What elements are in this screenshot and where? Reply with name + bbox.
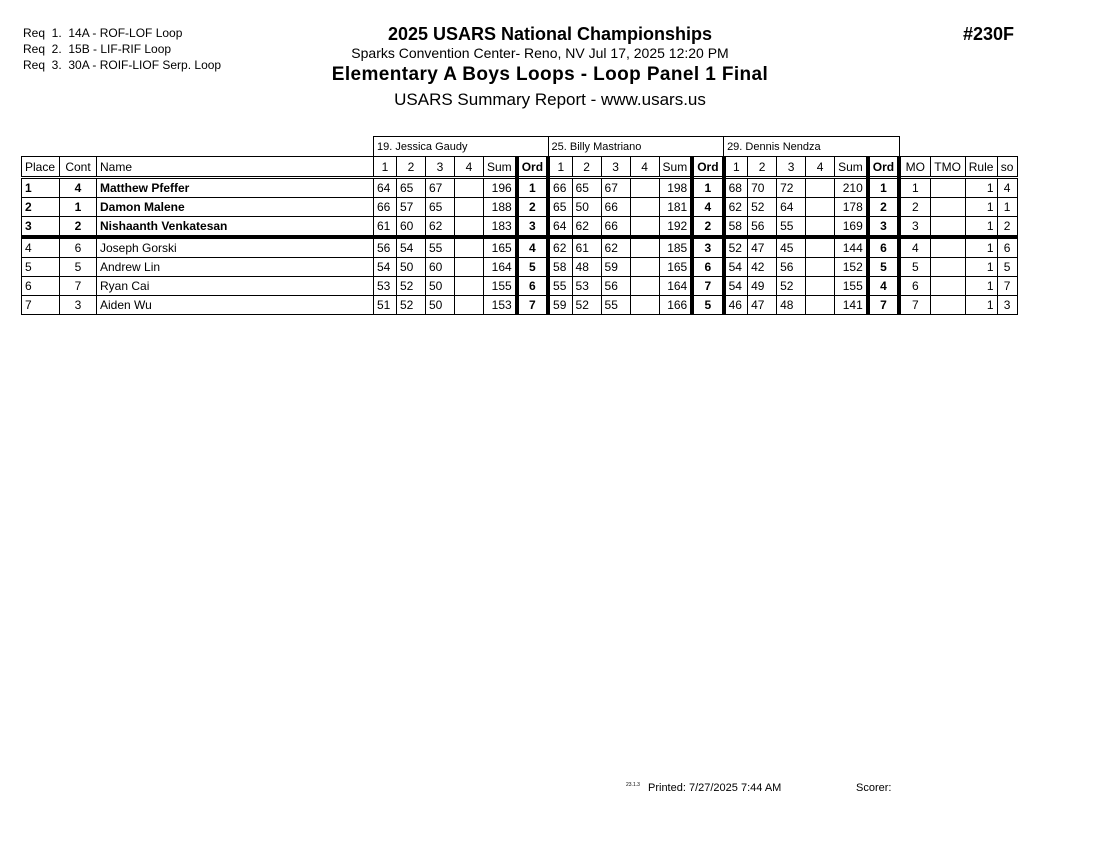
place-cell: 3 <box>22 217 60 238</box>
score-cell: 59 <box>548 296 572 315</box>
ordinal-cell: 5 <box>868 258 899 277</box>
score-cell <box>630 178 659 198</box>
score-cell: 59 <box>601 258 630 277</box>
sum-cell: 166 <box>659 296 692 315</box>
score-cell: 60 <box>397 217 426 238</box>
score-cell: 66 <box>374 198 397 217</box>
sum-cell: 152 <box>835 258 868 277</box>
col-header-score-4: 4 <box>630 157 659 178</box>
rule-cell: 1 <box>965 237 997 258</box>
table-row <box>22 296 1018 315</box>
score-cell: 58 <box>548 258 572 277</box>
score-cell: 65 <box>397 178 426 198</box>
sum-cell: 141 <box>835 296 868 315</box>
sum-cell: 164 <box>659 277 692 296</box>
score-cell: 54 <box>397 237 426 258</box>
score-cell: 48 <box>572 258 601 277</box>
ordinal-cell: 3 <box>692 237 723 258</box>
score-cell <box>455 296 484 315</box>
score-cell: 62 <box>548 237 572 258</box>
score-cell: 52 <box>748 198 777 217</box>
cont-cell: 5 <box>60 258 97 277</box>
score-cell: 67 <box>601 178 630 198</box>
col-header-score-2: 2 <box>397 157 426 178</box>
rule-cell: 1 <box>965 296 997 315</box>
score-cell: 64 <box>548 217 572 238</box>
score-cell: 50 <box>397 258 426 277</box>
score-cell <box>455 237 484 258</box>
sum-cell: 155 <box>835 277 868 296</box>
score-cell: 57 <box>397 198 426 217</box>
tmo-cell <box>930 217 965 238</box>
rule-cell: 1 <box>965 277 997 296</box>
score-cell <box>630 237 659 258</box>
score-cell: 54 <box>374 258 397 277</box>
ordinal-cell: 7 <box>868 296 899 315</box>
score-cell: 47 <box>748 296 777 315</box>
judge-header-row <box>22 137 1018 157</box>
so-cell: 4 <box>997 178 1017 198</box>
rule-cell: 1 <box>965 217 997 238</box>
score-cell: 52 <box>397 277 426 296</box>
tmo-cell <box>930 258 965 277</box>
col-header-score-1: 1 <box>374 157 397 178</box>
venue-line: Sparks Convention Center- Reno, NV Jul 17, 2025 12:20 PM <box>351 45 729 61</box>
col-header-score-2: 2 <box>748 157 777 178</box>
score-cell: 64 <box>374 178 397 198</box>
col-header-tmo: TMO <box>930 157 965 178</box>
sum-cell: 192 <box>659 217 692 238</box>
score-cell: 50 <box>426 296 455 315</box>
score-cell: 58 <box>724 217 748 238</box>
judge-3-name: 29. Dennis Nendza <box>724 137 900 157</box>
ordinal-cell: 4 <box>868 277 899 296</box>
score-cell <box>630 217 659 238</box>
score-cell: 49 <box>748 277 777 296</box>
score-cell: 60 <box>426 258 455 277</box>
score-cell <box>806 296 835 315</box>
ordinal-cell: 7 <box>517 296 548 315</box>
col-header-place: Place <box>22 157 60 178</box>
mo-cell: 5 <box>899 258 930 277</box>
place-cell: 1 <box>22 178 60 198</box>
score-cell <box>455 178 484 198</box>
so-cell: 5 <box>997 258 1017 277</box>
score-cell <box>806 217 835 238</box>
score-cell: 62 <box>724 198 748 217</box>
score-cell: 52 <box>777 277 806 296</box>
score-cell <box>806 277 835 296</box>
sum-cell: 169 <box>835 217 868 238</box>
ordinal-cell: 7 <box>692 277 723 296</box>
score-cell: 55 <box>426 237 455 258</box>
score-cell: 53 <box>374 277 397 296</box>
score-cell: 55 <box>777 217 806 238</box>
score-cell: 72 <box>777 178 806 198</box>
score-cell: 50 <box>426 277 455 296</box>
requirement-1: Req 1. 14A - ROF-LOF Loop <box>23 26 183 40</box>
col-header-score-4: 4 <box>806 157 835 178</box>
col-header-score-3: 3 <box>601 157 630 178</box>
score-cell: 50 <box>572 198 601 217</box>
score-cell: 67 <box>426 178 455 198</box>
score-cell <box>455 198 484 217</box>
sum-cell: 183 <box>484 217 517 238</box>
col-header-ord: Ord <box>692 157 723 178</box>
score-cell <box>455 258 484 277</box>
score-cell: 54 <box>724 258 748 277</box>
score-cell: 52 <box>572 296 601 315</box>
sum-cell: 165 <box>659 258 692 277</box>
score-cell <box>630 277 659 296</box>
sum-cell: 185 <box>659 237 692 258</box>
ordinal-cell: 5 <box>517 258 548 277</box>
tmo-cell <box>930 237 965 258</box>
skater-name: Aiden Wu <box>97 296 374 315</box>
tmo-cell <box>930 277 965 296</box>
score-cell: 47 <box>748 237 777 258</box>
score-cell <box>806 258 835 277</box>
tmo-cell <box>930 178 965 198</box>
mo-cell: 7 <box>899 296 930 315</box>
event-number: #230F <box>963 24 1015 44</box>
skater-name: Ryan Cai <box>97 277 374 296</box>
score-cell <box>630 198 659 217</box>
col-header-mo: MO <box>899 157 930 178</box>
requirements-list <box>23 25 221 73</box>
mo-cell: 6 <box>899 277 930 296</box>
table-row <box>22 178 1018 198</box>
score-cell: 52 <box>724 237 748 258</box>
skater-name: Damon Malene <box>97 198 374 217</box>
score-cell: 62 <box>572 217 601 238</box>
score-cell: 46 <box>724 296 748 315</box>
col-header-score-3: 3 <box>777 157 806 178</box>
place-cell: 7 <box>22 296 60 315</box>
so-cell: 2 <box>997 217 1017 238</box>
score-cell <box>806 178 835 198</box>
col-header-sum: Sum <box>484 157 517 178</box>
col-header-score-1: 1 <box>548 157 572 178</box>
table-row <box>22 258 1018 277</box>
score-cell: 64 <box>777 198 806 217</box>
sum-cell: 155 <box>484 277 517 296</box>
sum-cell: 153 <box>484 296 517 315</box>
event-title: Elementary A Boys Loops - Loop Panel 1 Final <box>331 64 769 85</box>
col-header-rule: Rule <box>965 157 997 178</box>
col-header-score-1: 1 <box>724 157 748 178</box>
mo-cell: 2 <box>899 198 930 217</box>
ordinal-cell: 6 <box>868 237 899 258</box>
score-cell: 62 <box>426 217 455 238</box>
results-table <box>21 136 1018 315</box>
place-cell: 6 <box>22 277 60 296</box>
col-header-score-2: 2 <box>572 157 601 178</box>
mo-cell: 3 <box>899 217 930 238</box>
col-header-score-4: 4 <box>455 157 484 178</box>
table-row <box>22 277 1018 296</box>
report-line: USARS Summary Report - www.usars.us <box>394 90 706 109</box>
col-header-sum: Sum <box>835 157 868 178</box>
sum-cell: 196 <box>484 178 517 198</box>
cont-cell: 7 <box>60 277 97 296</box>
sum-cell: 178 <box>835 198 868 217</box>
col-header-ord: Ord <box>517 157 548 178</box>
skater-name: Andrew Lin <box>97 258 374 277</box>
mo-cell: 1 <box>899 178 930 198</box>
score-cell: 62 <box>601 237 630 258</box>
cont-cell: 2 <box>60 217 97 238</box>
score-cell: 56 <box>777 258 806 277</box>
requirement-2: Req 2. 15B - LIF-RIF Loop <box>23 42 172 56</box>
competition-title: 2025 USARS National Championships <box>387 24 713 44</box>
skater-name: Matthew Pfeffer <box>97 178 374 198</box>
score-cell <box>630 258 659 277</box>
ordinal-cell: 5 <box>692 296 723 315</box>
ordinal-cell: 6 <box>517 277 548 296</box>
score-cell: 45 <box>777 237 806 258</box>
sum-cell: 188 <box>484 198 517 217</box>
score-cell: 66 <box>548 178 572 198</box>
so-cell: 3 <box>997 296 1017 315</box>
score-cell: 65 <box>572 178 601 198</box>
printed-timestamp: Printed: 7/27/2025 7:44 AM <box>648 782 782 794</box>
col-header-cont: Cont <box>60 157 97 178</box>
ordinal-cell: 2 <box>692 217 723 238</box>
score-cell <box>806 198 835 217</box>
judge-2-name: 25. Billy Mastriano <box>548 137 724 157</box>
requirement-3: Req 3. 30A - ROIF-LIOF Serp. Loop <box>23 58 222 72</box>
ordinal-cell: 3 <box>517 217 548 238</box>
col-header-name: Name <box>97 157 374 178</box>
score-cell: 53 <box>572 277 601 296</box>
place-cell: 2 <box>22 198 60 217</box>
table-row <box>22 217 1018 238</box>
score-cell: 51 <box>374 296 397 315</box>
score-cell: 54 <box>724 277 748 296</box>
so-cell: 7 <box>997 277 1017 296</box>
rule-cell: 1 <box>965 198 997 217</box>
so-cell: 6 <box>997 237 1017 258</box>
ordinal-cell: 2 <box>868 198 899 217</box>
so-cell: 1 <box>997 198 1017 217</box>
score-cell: 66 <box>601 217 630 238</box>
score-cell: 56 <box>601 277 630 296</box>
score-cell: 68 <box>724 178 748 198</box>
table-row <box>22 237 1018 258</box>
scorer-label: Scorer: <box>856 782 892 794</box>
rule-cell: 1 <box>965 258 997 277</box>
score-cell: 42 <box>748 258 777 277</box>
ordinal-cell: 4 <box>517 237 548 258</box>
column-header-row <box>22 157 1018 178</box>
score-cell <box>630 296 659 315</box>
col-header-ord: Ord <box>868 157 899 178</box>
col-header-so: so <box>997 157 1017 178</box>
score-cell: 61 <box>374 217 397 238</box>
judge-1-name: 19. Jessica Gaudy <box>374 137 549 157</box>
ordinal-cell: 1 <box>692 178 723 198</box>
score-cell <box>455 277 484 296</box>
score-cell: 55 <box>601 296 630 315</box>
col-header-sum: Sum <box>659 157 692 178</box>
score-cell: 65 <box>548 198 572 217</box>
version-tag: 23.1.3 <box>626 782 640 788</box>
score-cell: 65 <box>426 198 455 217</box>
place-cell: 4 <box>22 237 60 258</box>
col-header-score-3: 3 <box>426 157 455 178</box>
cont-cell: 3 <box>60 296 97 315</box>
score-cell: 70 <box>748 178 777 198</box>
cont-cell: 1 <box>60 198 97 217</box>
ordinal-cell: 4 <box>692 198 723 217</box>
score-cell <box>455 217 484 238</box>
ordinal-cell: 1 <box>868 178 899 198</box>
table-row <box>22 198 1018 217</box>
sum-cell: 144 <box>835 237 868 258</box>
place-cell: 5 <box>22 258 60 277</box>
skater-name: Nishaanth Venkatesan <box>97 217 374 238</box>
score-cell: 61 <box>572 237 601 258</box>
score-cell: 55 <box>548 277 572 296</box>
score-cell: 48 <box>777 296 806 315</box>
sum-cell: 210 <box>835 178 868 198</box>
score-cell: 56 <box>748 217 777 238</box>
skater-name: Joseph Gorski <box>97 237 374 258</box>
ordinal-cell: 3 <box>868 217 899 238</box>
score-cell: 52 <box>397 296 426 315</box>
rule-cell: 1 <box>965 178 997 198</box>
score-cell: 56 <box>374 237 397 258</box>
tmo-cell <box>930 296 965 315</box>
sum-cell: 198 <box>659 178 692 198</box>
score-cell <box>806 237 835 258</box>
ordinal-cell: 2 <box>517 198 548 217</box>
ordinal-cell: 6 <box>692 258 723 277</box>
sum-cell: 181 <box>659 198 692 217</box>
score-cell: 66 <box>601 198 630 217</box>
sum-cell: 165 <box>484 237 517 258</box>
cont-cell: 4 <box>60 178 97 198</box>
sum-cell: 164 <box>484 258 517 277</box>
cont-cell: 6 <box>60 237 97 258</box>
tmo-cell <box>930 198 965 217</box>
ordinal-cell: 1 <box>517 178 548 198</box>
mo-cell: 4 <box>899 237 930 258</box>
